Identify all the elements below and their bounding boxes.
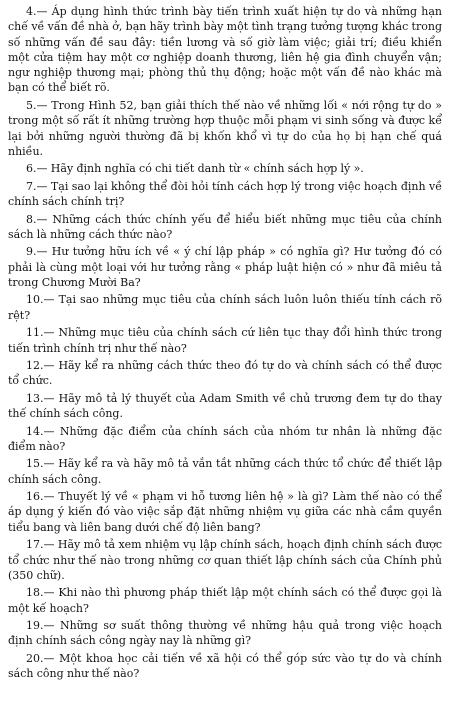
question-15: 15.— Hãy kể ra và hãy mô tả vắn tắt những cách thức tổ chức để thiết lập chính sách công. bbox=[8, 457, 442, 486]
question-14: 14.— Những đặc điểm của chính sách của nhóm tư nhân là những đặc điểm nào? bbox=[8, 424, 442, 453]
question-8: 8.— Những cách thức chính yếu để hiểu biết những mục tiêu của chính sách là những cách thức nào? bbox=[8, 212, 442, 241]
question-5: 5.— Trong Hình 52, bạn giải thích thế nào về những lối « nới rộng tự do » trong một số rất ít những trường hợp thuộc mỗi phạm vi sinh sống và được kể lại bởi những người thường đã bị khốn khổ vì tự do của họ bị hạn chế quá nhiều. bbox=[8, 98, 442, 158]
question-11: 11.— Những mục tiêu của chính sách cứ liên tục thay đổi hình thức trong tiến trình chính trị như thế nào? bbox=[8, 326, 442, 355]
question-7: 7.— Tại sao lại không thể đòi hỏi tính cách hợp lý trong việc hoạch định về chính sách chính trị? bbox=[8, 179, 442, 209]
question-12: 12.— Hãy kể ra những cách thức theo đó tự do và chính sách có thể được tổ chức. bbox=[8, 359, 442, 388]
question-20: 20.— Một khoa học cải tiến về xã hội có thể góp sức vào tự do và chính sách công như thế nào? bbox=[8, 651, 442, 681]
question-16: 16.— Thuyết lý về « phạm vi hỗ tương liên hệ » là gì? Làm thế nào có thể áp dụng ý kiến đó vào việc sắp đặt những nhiệm vụ giữa các nhà cầm quyền tiểu bang và liên bang dưới chế độ liên bang? bbox=[8, 490, 442, 534]
question-18: 18.— Khi nào thì phương pháp thiết lập một chính sách có thể được gọi là một kế hoạch? bbox=[8, 586, 442, 615]
question-4: 4.— Áp dụng hình thức trình bày tiến trình xuất hiện tự do và những hạn chế về vấn đề nhà ở, bạn hãy trình bày một tình trạng tưởng tượng khác trong số những vấn đề sau đây: tiền lương và số giờ làm việc; giải trí; điều khiển một cửa tiệm hay một cơ nghiệp doanh thương, liên hệ gia đình chuyển vận; ngư nghiệp thương mại; phòng thủ thụ động; hoặc một vấn đề nào khác mà bạn có thể biết rõ. bbox=[8, 5, 442, 95]
question-9: 9.— Hư tưởng hữu ích về « ý chí lập pháp » có nghĩa gì? Hư tưởng đó có phải là cùng một loại với hư tưởng rằng « pháp luật hiện có » như đã miêu tả trong Chương Mười Ba? bbox=[8, 245, 442, 289]
question-17: 17.— Hãy mô tả xem nhiệm vụ lập chính sách, hoạch định chính sách được tổ chức như thế nào trong những cơ quan thiết lập chính sách của Chính phủ (350 chữ). bbox=[8, 538, 442, 582]
question-19: 19.— Những sơ suất thông thường về những hậu quả trong việc hoạch định chính sách công ngày nay là những gì? bbox=[8, 619, 442, 648]
question-10: 10.— Tại sao những mục tiêu của chính sách luôn luôn thiếu tính cách rõ rệt? bbox=[8, 293, 442, 322]
question-13: 13.— Hãy mô tả lý thuyết của Adam Smith về chủ trương đem tự do thay thế chính sách công. bbox=[8, 391, 442, 421]
question-6: 6.— Hãy định nghĩa có chi tiết danh từ « chính sách hợp lý ». bbox=[26, 162, 364, 176]
